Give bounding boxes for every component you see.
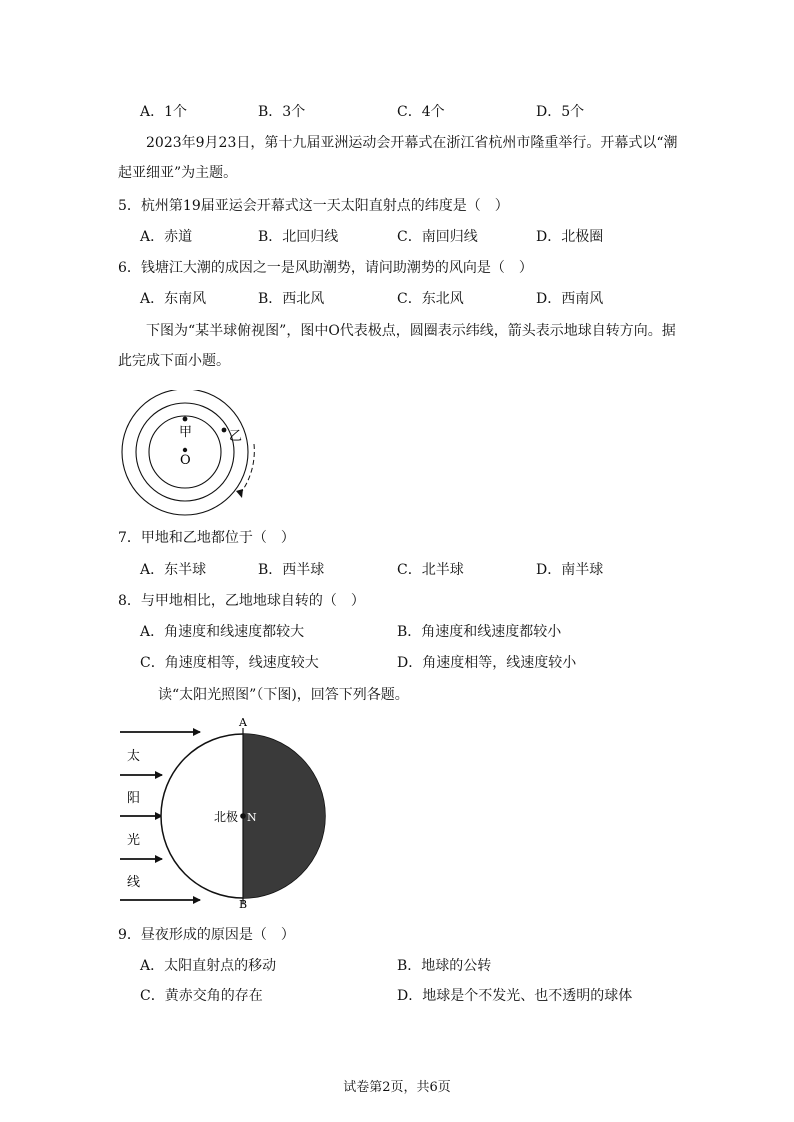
q7-option-a: A．东半球	[140, 562, 207, 578]
q4-option-a: A．1个	[140, 104, 188, 120]
q6-stem: 6．钱塘江大潮的成因之一是风助潮势，请问助潮势的风向是（ ）	[118, 260, 533, 276]
sun-char-4: 线	[127, 875, 141, 890]
label-center-o: O	[180, 453, 191, 468]
north-pole-point	[240, 813, 246, 819]
q5-option-d: D．北极圈	[536, 229, 604, 245]
q7-stem: 7．甲地和乙地都位于（ ）	[118, 530, 295, 546]
q9-stem: 9．昼夜形成的原因是（ ）	[118, 927, 295, 943]
q4-option-b: B．3个	[258, 104, 306, 120]
sun-char-2: 阳	[127, 791, 141, 806]
q6-option-b: B．西北风	[258, 291, 325, 307]
label-n: N	[247, 811, 257, 824]
page-footer: 试卷第2页，共6页	[343, 1080, 451, 1095]
q9-option-a: A．太阳直射点的移动	[140, 958, 277, 974]
intro-asian-games: 2023年9月23日，第十九届亚洲运动会开幕式在浙江省杭州市隆重举行。开幕式以“潮起亚细亚”为主题。	[118, 135, 678, 181]
q8-option-b: B．角速度和线速度都较小	[397, 624, 562, 640]
point-yi	[222, 428, 227, 433]
intro-hemisphere: 下图为“某半球俯视图”，图中O代表极点，圆圈表示纬线，箭头表示地球自转方向。据此完成下面小题。	[118, 323, 676, 369]
q5-option-a: A．赤道	[140, 229, 193, 245]
q7-option-b: B．西半球	[258, 562, 325, 578]
label-jia: 甲	[179, 425, 193, 440]
q7-option-c: C．北半球	[397, 562, 464, 578]
rotation-arrow-icon	[236, 489, 243, 498]
label-a: A	[239, 716, 247, 729]
sunlight-diagram-figure	[116, 712, 332, 908]
label-yi: 乙	[229, 429, 243, 444]
rotation-arc	[240, 444, 254, 494]
q9-option-c: C．黄赤交角的存在	[140, 988, 263, 1004]
q6-option-a: A．东南风	[140, 291, 207, 307]
q8-stem: 8．与甲地相比，乙地地球自转的（ ）	[118, 593, 365, 609]
point-jia	[183, 417, 188, 422]
q5-option-c: C．南回归线	[397, 229, 478, 245]
q6-option-c: C．东北风	[397, 291, 464, 307]
q5-option-b: B．北回归线	[258, 229, 339, 245]
q4-option-d: D．5个	[536, 104, 585, 120]
q9-option-d: D．地球是个不发光、也不透明的球体	[397, 988, 633, 1004]
sun-char-1: 太	[127, 749, 141, 764]
q5-stem: 5．杭州第19届亚运会开幕式这一天太阳直射点的纬度是（ ）	[118, 198, 509, 214]
sun-char-3: 光	[127, 833, 141, 848]
q8-option-c: C．角速度相等，线速度较大	[140, 655, 319, 671]
pole-point	[183, 448, 187, 452]
label-b: B	[239, 898, 248, 908]
q8-option-d: D．角速度相等，线速度较小	[397, 655, 577, 671]
intro-sunlight: 读“太阳光照图”（下图)，回答下列各题。	[158, 687, 409, 703]
q9-option-b: B．地球的公转	[397, 958, 492, 974]
q8-option-a: A．角速度和线速度都较大	[140, 624, 305, 640]
hemisphere-top-view-figure	[118, 390, 268, 520]
q6-option-d: D．西南风	[536, 291, 604, 307]
label-north-pole: 北极	[214, 810, 239, 824]
q7-option-d: D．南半球	[536, 562, 604, 578]
q4-option-c: C．4个	[397, 104, 445, 120]
